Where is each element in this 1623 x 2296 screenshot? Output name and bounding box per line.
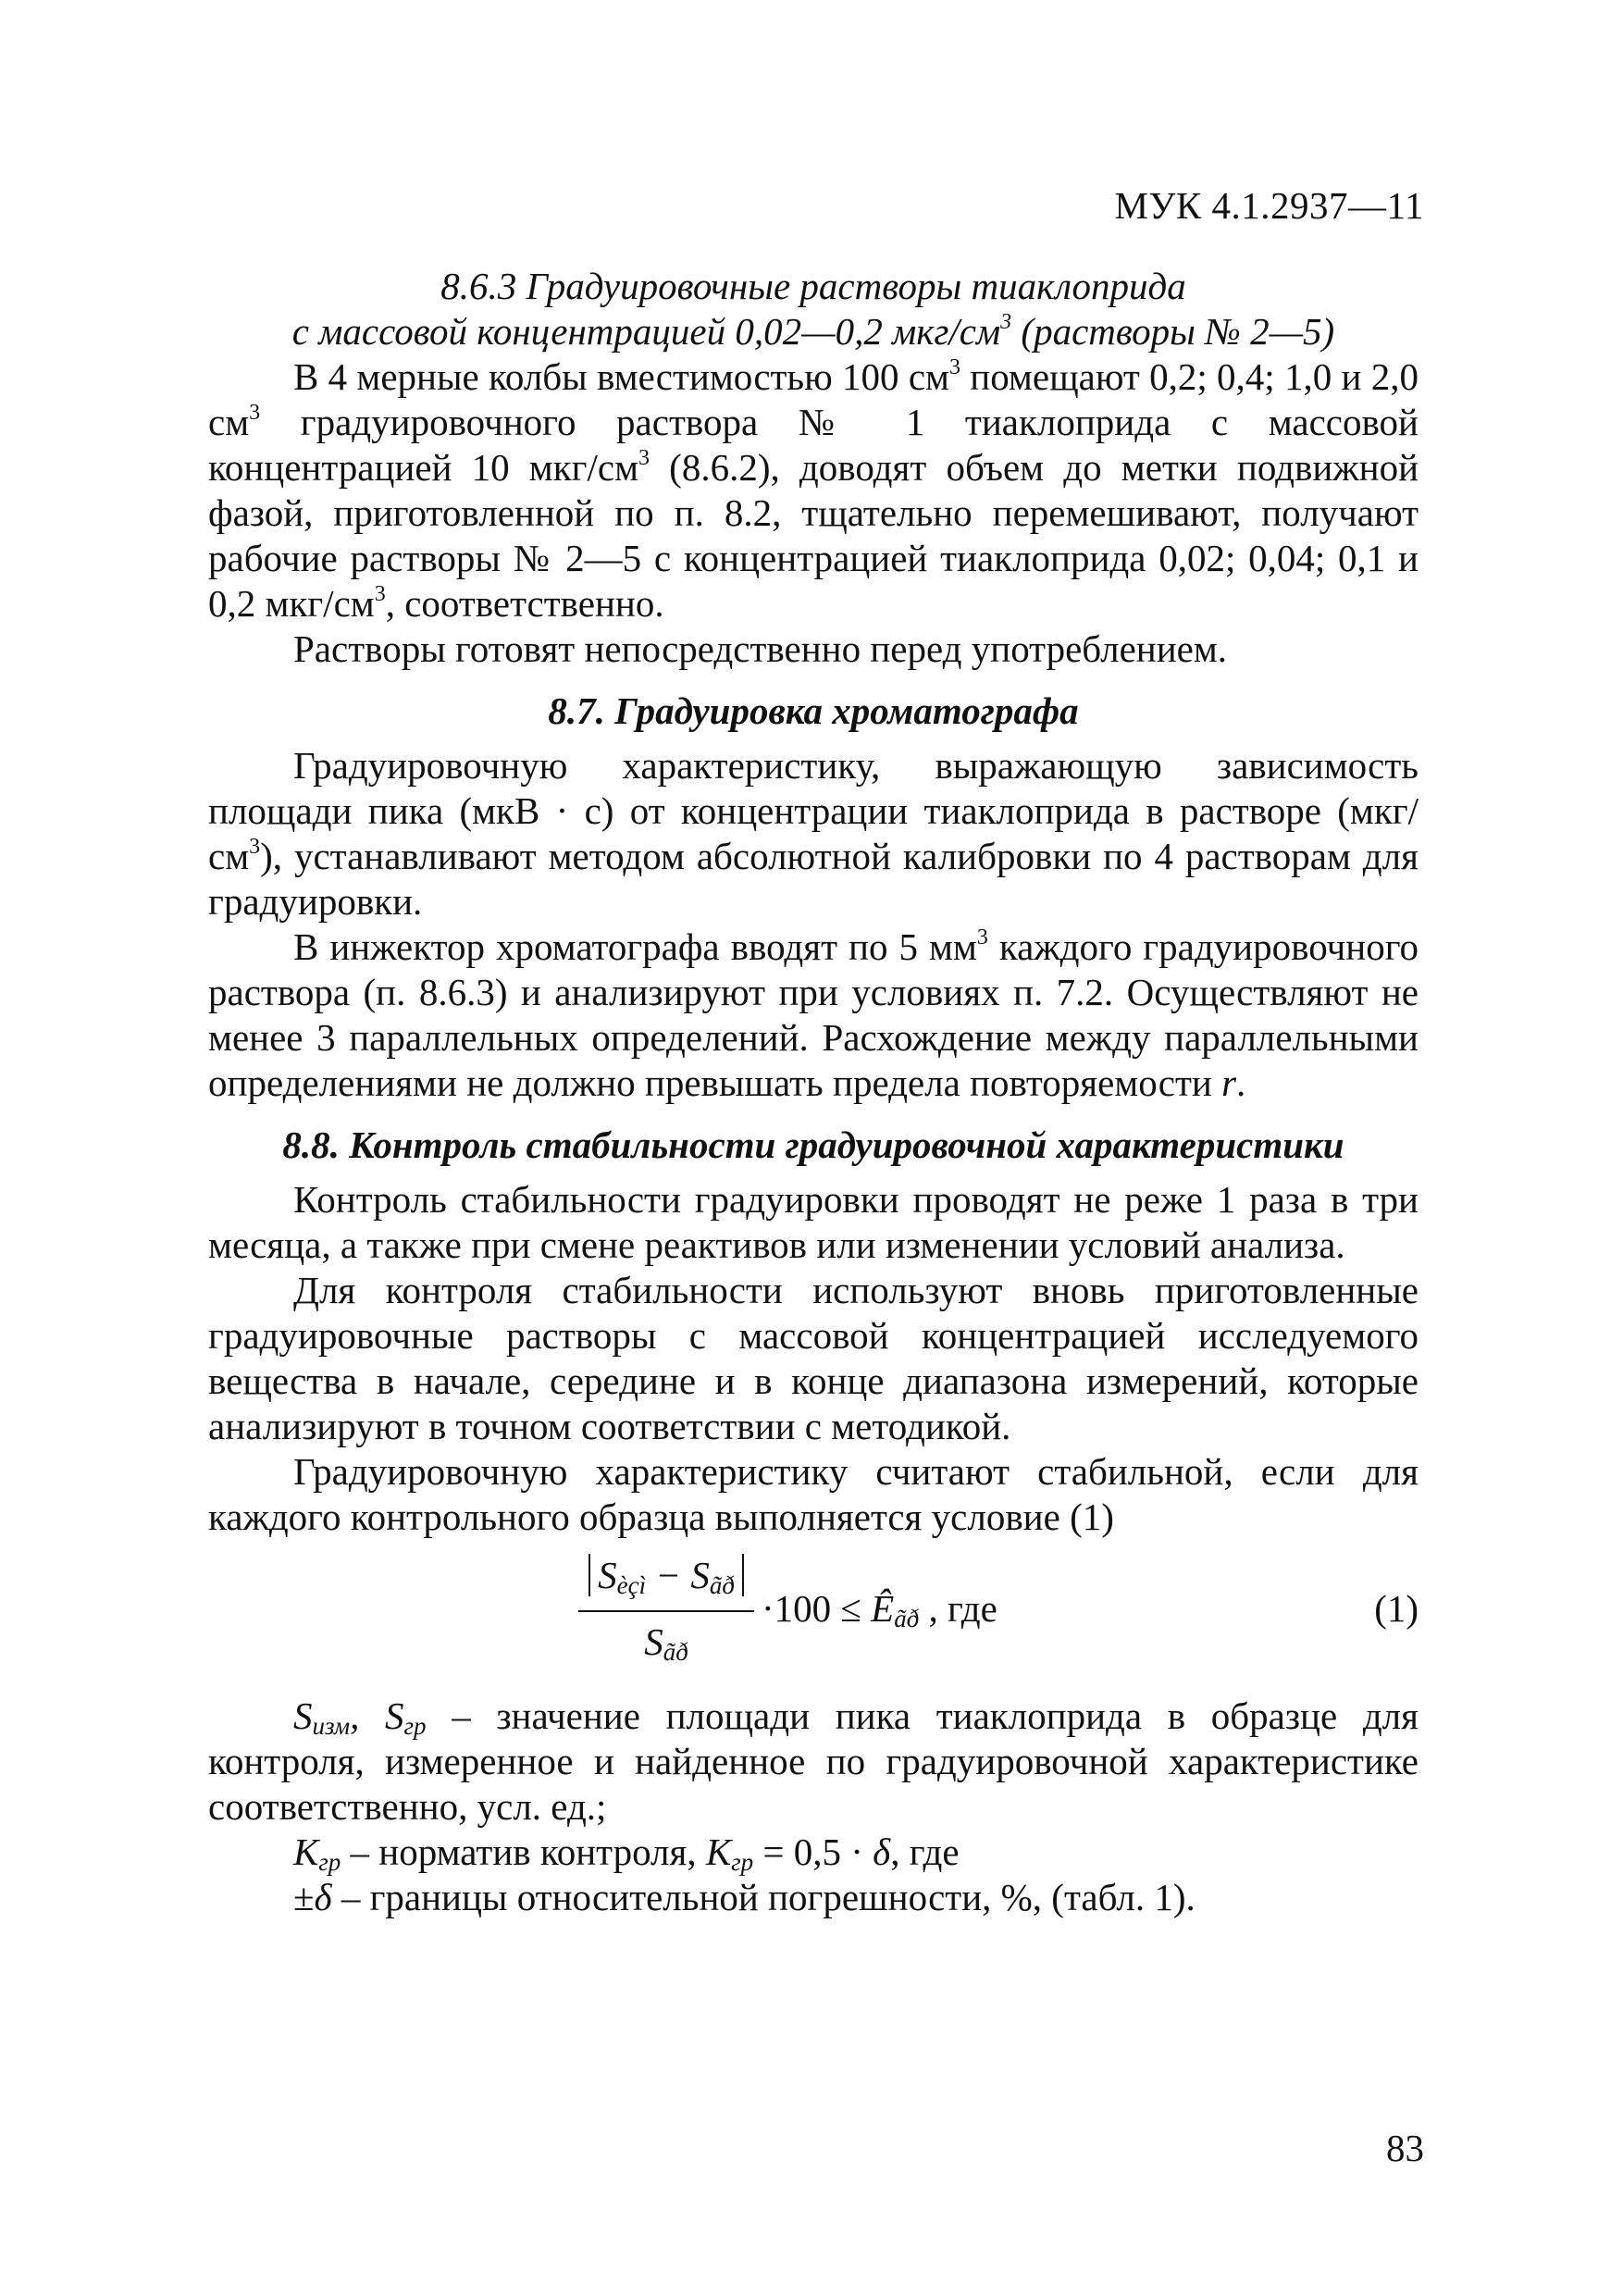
pm: ± <box>293 1876 315 1918</box>
sub: гр <box>318 1848 341 1876</box>
text: – значение площади пика тиаклоприда в образце для контроля, измеренное и найденное по градуировочной характеристике соответственно, усл. ед.; <box>208 1694 1419 1828</box>
document-body <box>208 264 1419 1920</box>
sym: Ê <box>871 1587 895 1630</box>
section-8-8-title: 8.8. Контроль стабильности градуировочной характеристики <box>282 1123 1344 1166</box>
sup: 3 <box>249 401 261 425</box>
sup: 3 <box>374 582 386 606</box>
document-code: МУК 4.1.2937—11 <box>1114 184 1424 227</box>
sup: 3 <box>638 446 650 470</box>
text: . <box>1236 1061 1246 1104</box>
text: каждого градуировочного раствора (п. 8.6.3) и анализируют при условиях п. 7.2. Осуществляют не менее 3 параллельных определений. Расхождение между параллельными определениями не должно превышать предела повторяемости <box>208 925 1419 1104</box>
paragraph-8-6-3-2: Растворы готовят непосредственно перед употреблением. <box>293 627 1228 670</box>
text: , где <box>890 1831 960 1873</box>
title-line-2b: (растворы № 2—5) <box>1011 310 1335 353</box>
text: градуировочного раствора № 1 тиаклоприда с массовой концентрацией 10 мкг/см <box>208 401 1419 489</box>
paragraph-8-7-1 <box>208 743 1419 925</box>
symbol-r: r <box>1221 1061 1237 1104</box>
sep: , <box>350 1694 385 1737</box>
sup: 3 <box>948 355 960 379</box>
text: помещают 0,2; 0,4; 1,0 и 2,0 см <box>208 355 1419 443</box>
text: В 4 мерные колбы вместимостью 100 см <box>293 355 949 398</box>
section-8-6-3-title <box>208 264 1419 354</box>
title-sup: 3 <box>1000 310 1012 334</box>
delta: δ <box>873 1831 891 1873</box>
text: – границы относительной погрешности, %, (табл. 1). <box>331 1876 1196 1918</box>
sym: S <box>385 1694 404 1737</box>
text: , где <box>919 1587 997 1630</box>
section-8-7-title: 8.7. Градуировка хроматографа <box>548 689 1079 732</box>
text: – норматив контроля, <box>341 1831 706 1873</box>
sup: 3 <box>976 925 988 949</box>
sub: ãð <box>663 1638 688 1666</box>
paragraph-8-8-1: Контроль стабильности градуировки проводят не реже 1 раза в три месяца, а также при смене реактивов или изменении условий анализа. <box>208 1178 1419 1266</box>
sym: S <box>293 1694 313 1737</box>
sub: изм <box>312 1712 351 1740</box>
sub: гр <box>731 1848 754 1876</box>
sym: К <box>293 1831 319 1873</box>
delta: δ <box>314 1876 332 1918</box>
formula-denominator <box>578 1618 754 1666</box>
sup: 3 <box>249 835 261 859</box>
title-line-1: 8.6.3 Градуировочные растворы тиаклоприда <box>440 265 1186 307</box>
fraction-bar <box>578 1610 754 1612</box>
sym: S <box>644 1620 663 1663</box>
sym: К <box>705 1831 732 1873</box>
text: = 0,5 · <box>753 1831 873 1873</box>
text: В инжектор хроматографа вводят по 5 мм <box>293 925 977 968</box>
minus: − <box>646 1554 691 1596</box>
sym: S <box>598 1554 617 1596</box>
formula-rhs <box>762 1586 997 1632</box>
sub: ãð <box>894 1605 920 1632</box>
text: ·100 ≤ <box>762 1587 872 1630</box>
page-number: 83 <box>1386 2127 1424 2169</box>
text: ), устанавливают методом абсолютной калибровки по 4 растворам для градуировки. <box>208 835 1419 923</box>
paragraph-8-8-2: Для контроля стабильности используют вновь приготовленные градуировочные растворы с массовой концентрацией исследуемого вещества в начале, середине и в конце диапазона измерений, которые анализируют в точном соответствии с методикой. <box>208 1269 1419 1447</box>
definition-k <box>208 1830 1419 1875</box>
equation-number: (1) <box>1374 1587 1419 1630</box>
sub: гр <box>403 1712 427 1740</box>
paragraph-8-6-3-1 <box>208 354 1419 627</box>
sub: èçì <box>616 1571 647 1599</box>
definition-delta <box>208 1875 1419 1920</box>
formula-1 <box>208 1545 1419 1694</box>
text: , соответственно. <box>385 582 664 625</box>
formula-numerator <box>578 1545 754 1605</box>
sym: S <box>690 1554 710 1596</box>
formula-fraction <box>578 1545 754 1666</box>
text: (8.6.2), доводят объем до метки подвижной фазой, приготовленной по п. 8.2, тщательно перемешивают, получают рабочие растворы № 2—5 с концентрацией тиаклоприда 0,02; 0,04; 0,1 и 0,2 мкг/см <box>208 446 1419 625</box>
sub: ãð <box>709 1571 735 1599</box>
paragraph-8-7-2 <box>208 925 1419 1106</box>
definition-s <box>208 1694 1419 1830</box>
text: Градуировочную характеристику, выражающую зависимость площади пика (мкВ · с) от концентрации тиаклоприда в растворе (мкг/см <box>208 744 1419 877</box>
paragraph-8-8-3: Градуировочную характеристику считают стабильной, если для каждого контрольного образца выполняется условие (1) <box>208 1450 1419 1538</box>
title-line-2a: с массовой концентрацией 0,02—0,2 мкг/см <box>291 310 1001 353</box>
